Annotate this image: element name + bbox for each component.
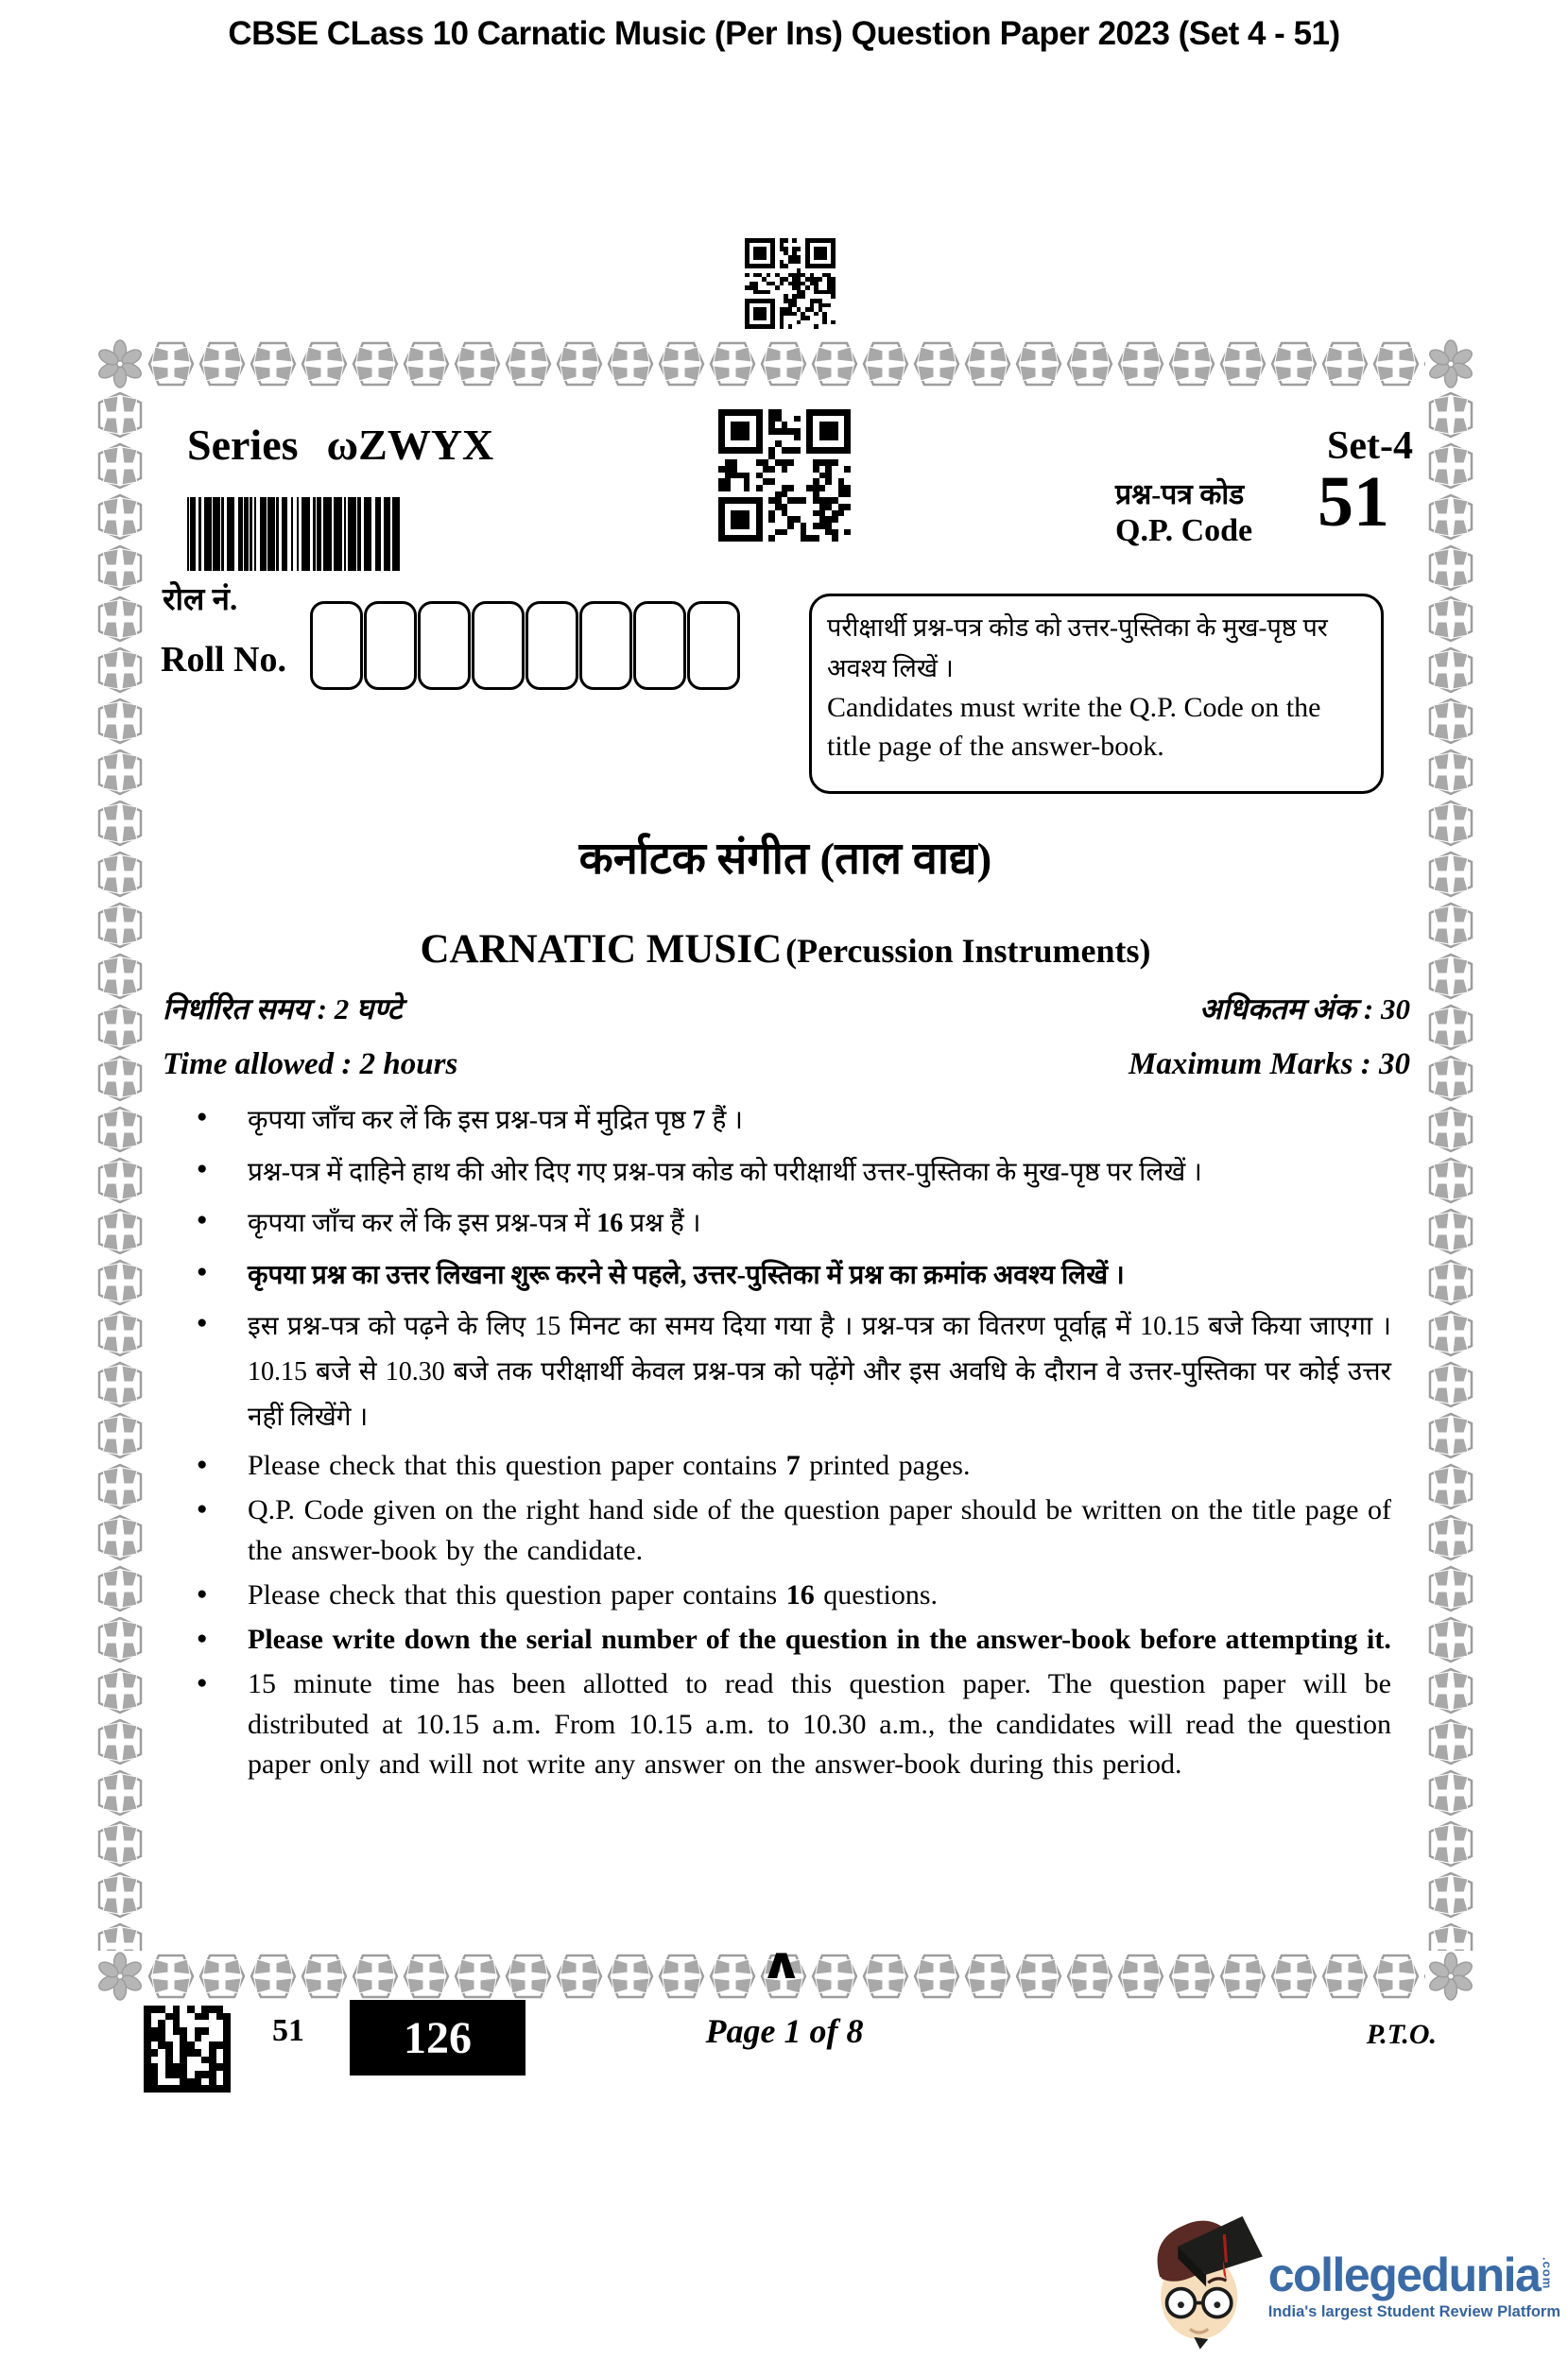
flower-corner-icon [1425, 338, 1476, 389]
bullet-icon: ● [197, 1210, 208, 1231]
caret-up-icon: ∧ [759, 1938, 804, 1988]
subject-title-hindi: कर्नाटक संगीत (ताल वाद्य) [578, 835, 992, 884]
max-marks-hindi: अधिकतम अंक : 30 [1199, 992, 1410, 1025]
qp-code-labels [1115, 478, 1252, 551]
page-title: CBSE CLass 10 Carnatic Music (Per Ins) Question Paper 2023 (Set 4 - 51) [228, 15, 1340, 52]
roll-number-box [526, 601, 578, 690]
roll-number-boxes [310, 601, 741, 690]
time-allowed-hindi: निर्धारित समय : 2 घण्टे [163, 992, 403, 1025]
note-hindi: परीक्षार्थी प्रश्न-पत्र कोड को उत्तर-पुस्तिका के मुख-पृष्ठ पर अवश्य लिखें । [827, 613, 1328, 683]
qp-code-note-box [809, 594, 1384, 794]
instruction-item: ● प्रश्न-पत्र में दाहिने हाथ की ओर दिए गए प्रश्न-पत्र कोड को परीक्षार्थी उत्तर-पुस्तिका के मुख-पृष्ठ पर लिखें । [197, 1150, 1391, 1196]
logo-wordmark: collegedunia [1267, 2248, 1541, 2301]
bullet-icon: ● [197, 1499, 208, 1520]
bullet-icon: ● [197, 1313, 208, 1334]
instruction-item: ● 15 minute time has been allotted to read this question paper. The question paper will be distributed at 10.15 a.m. From 10.15 a.m. to 10.30 a.m., the candidates will read the question paper only and will not write any answer on the answer-book during this period. [197, 1664, 1391, 1786]
roll-number-box [687, 601, 740, 690]
collegedunia-logo [1144, 2206, 1560, 2352]
instruction-item: ● Please write down the serial number of the question in the answer-book before attempting it. [197, 1620, 1391, 1661]
floral-border-ornament [146, 338, 1425, 389]
max-marks-english: Maximum Marks : 30 [1129, 1047, 1410, 1081]
qp-code-label-english: Q.P. Code [1115, 513, 1253, 548]
page-indicator: Page 1 of 8 [705, 2012, 864, 2050]
flower-corner-icon [1425, 1951, 1476, 2002]
instructions-hindi [197, 1098, 1391, 1439]
series-label: Series [187, 421, 299, 469]
bullet-icon: ● [197, 1583, 208, 1604]
roll-label-hindi: रोल नं. [163, 583, 238, 617]
qr-code-icon [745, 238, 836, 329]
barcode-icon [187, 497, 405, 571]
roll-label-english: Roll No. [161, 640, 286, 680]
instruction-item: ● Please check that this question paper contains 16 questions. [197, 1576, 1391, 1616]
roll-number-box [472, 601, 525, 690]
bullet-icon: ● [197, 1158, 208, 1179]
instruction-item: ● कृपया प्रश्न का उत्तर लिखना शुरू करने से पहले, उत्तर-पुस्तिका में प्रश्न का क्रमांक अवश्य लिखें । [197, 1253, 1391, 1299]
subject-title-sub: (Percussion Instruments) [785, 932, 1151, 970]
roll-number-box [310, 601, 363, 690]
series-value: ωZWYX [326, 421, 494, 469]
subject-title-english [147, 926, 1423, 973]
instruction-item: ● कृपया जाँच कर लें कि इस प्रश्न-पत्र में मुद्रित पृष्ठ 7 हैं । [197, 1098, 1391, 1144]
instructions-english [197, 1446, 1391, 1785]
collegedunia-mascot-icon [1144, 2206, 1265, 2352]
instruction-item: ● कृपया जाँच कर लें कि इस प्रश्न-पत्र में 16 प्रश्न हैं । [197, 1201, 1391, 1247]
series-code [187, 420, 493, 470]
roll-number-box [633, 601, 686, 690]
bullet-icon: ● [197, 1672, 208, 1693]
datamatrix-icon [144, 2006, 231, 2093]
bullet-icon: ● [197, 1455, 208, 1475]
flower-corner-icon [95, 338, 146, 389]
instruction-item: ● Q.P. Code given on the right hand side of the question paper should be written on the title page of the answer-book by the candidate. [197, 1490, 1391, 1572]
instruction-item: ● Please check that this question paper contains 7 printed pages. [197, 1446, 1391, 1487]
roll-number-box [364, 601, 417, 690]
bullet-icon: ● [197, 1261, 208, 1282]
qr-code-icon [718, 409, 851, 542]
roll-number-box [418, 601, 471, 690]
subject-title-main: CARNATIC MUSIC [420, 927, 783, 972]
logo-tld: .com [1540, 2257, 1555, 2290]
instructions-list [197, 1098, 1391, 1789]
floral-border-ornament [95, 389, 146, 1951]
note-english: Candidates must write the Q.P. Code on the title page of the answer-book. [827, 692, 1321, 762]
footer-code: 51 [272, 2013, 304, 2048]
qp-code-value: 51 [1318, 462, 1389, 542]
qp-code-label-hindi: प्रश्न-पत्र कोड [1115, 479, 1245, 510]
roll-number-box [579, 601, 632, 690]
footer-code-box: 126 [350, 2000, 526, 2076]
bullet-icon: ● [197, 1628, 208, 1648]
time-allowed-english: Time allowed : 2 hours [163, 1047, 458, 1081]
floral-border-ornament [1425, 389, 1476, 1951]
bullet-icon: ● [197, 1107, 208, 1127]
set-number: Set-4 [1327, 424, 1413, 468]
instruction-item: ● इस प्रश्न-पत्र को पढ़ने के लिए 15 मिनट का समय दिया गया है । प्रश्न-पत्र का वितरण पूर्वाह्न में 10.15 बजे किया जाएगा । 10.15 बजे से 10.30 बजे तक परीक्षार्थी केवल प्रश्न-पत्र को पढ़ेंगे और इस अवधि के दौरान वे उत्तर-पुस्तिका पर कोई उत्तर नहीं लिखेंगे । [197, 1304, 1391, 1439]
flower-corner-icon [95, 1951, 146, 2002]
logo-tagline: India's largest Student Review Platform [1267, 2303, 1560, 2320]
pto-label: P.T.O. [1366, 2019, 1437, 2050]
